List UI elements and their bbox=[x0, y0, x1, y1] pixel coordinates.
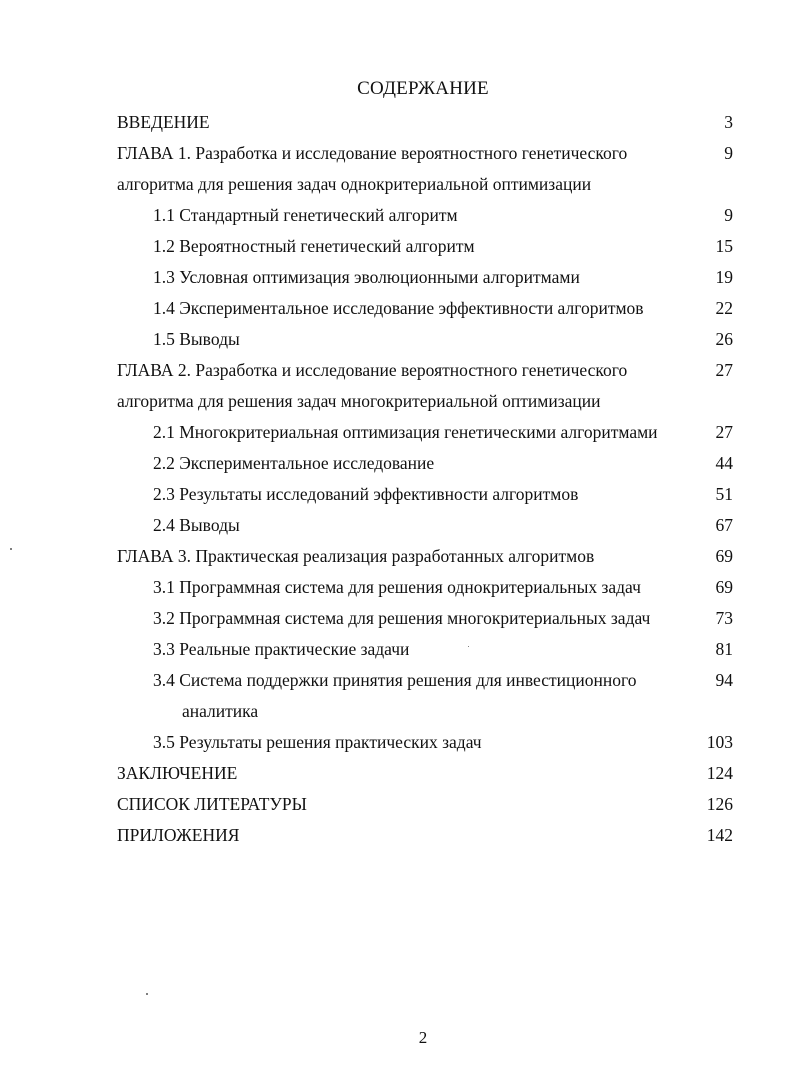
toc-entry-page: 94 bbox=[715, 670, 733, 690]
toc-entry-page: 3 bbox=[724, 112, 733, 132]
page-number: 2 bbox=[418, 1028, 428, 1047]
toc-entry-page: 22 bbox=[715, 298, 733, 318]
toc-entry-label: ГЛАВА 2. Разработка и исследование вероятностного генетического bbox=[117, 360, 628, 380]
toc-entry-label: алгоритма для решения задач однокритериальной оптимизации bbox=[117, 174, 592, 194]
toc-entry-page: 69 bbox=[715, 577, 733, 597]
toc-entry-label: ПРИЛОЖЕНИЯ bbox=[117, 825, 240, 845]
toc-entry-page: 15 bbox=[715, 236, 733, 256]
toc-entry bbox=[0, 417, 796, 448]
toc-entry bbox=[0, 603, 796, 634]
toc-entry-label: СПИСОК ЛИТЕРАТУРЫ bbox=[117, 794, 307, 814]
toc-entry bbox=[0, 355, 796, 386]
toc-entry-page: 142 bbox=[706, 825, 733, 845]
toc-entry-page: 124 bbox=[706, 763, 733, 783]
toc-entry bbox=[0, 386, 796, 417]
toc-entry-label: 2.3 Результаты исследований эффективности алгоритмов bbox=[153, 484, 579, 504]
toc-entry-label: 3.4 Система поддержки принятия решения для инвестиционного bbox=[153, 670, 637, 690]
toc-entry-page: 9 bbox=[724, 143, 733, 163]
toc-entry-label: алгоритма для решения задач многокритериальной оптимизации bbox=[117, 391, 601, 411]
scan-speck bbox=[146, 993, 148, 995]
toc-entry-page: 44 bbox=[715, 453, 733, 473]
toc-entry-label: ГЛАВА 1. Разработка и исследование вероятностного генетического bbox=[117, 143, 628, 163]
toc-entry bbox=[0, 572, 796, 603]
toc-entry bbox=[0, 758, 796, 789]
toc-entry bbox=[0, 727, 796, 758]
toc-entry bbox=[0, 820, 796, 851]
toc-entry-page: 9 bbox=[724, 205, 733, 225]
toc-entry-label: 3.1 Программная система для решения однокритериальных задач bbox=[153, 577, 641, 597]
toc-entry-label: 1.2 Вероятностный генетический алгоритм bbox=[153, 236, 475, 256]
toc-entry-label: 2.4 Выводы bbox=[153, 515, 240, 535]
toc-entry bbox=[0, 696, 796, 727]
toc-entry bbox=[0, 200, 796, 231]
toc-entry-page: 51 bbox=[715, 484, 733, 504]
toc-entry-page: 67 bbox=[715, 515, 733, 535]
toc-entry-page: 126 bbox=[706, 794, 733, 814]
toc-entry bbox=[0, 107, 796, 138]
toc-entry bbox=[0, 510, 796, 541]
toc-entry-label: 1.1 Стандартный генетический алгоритм bbox=[153, 205, 458, 225]
toc-entry-label: 3.2 Программная система для решения многокритериальных задач bbox=[153, 608, 651, 628]
table-of-contents bbox=[0, 107, 796, 851]
toc-entry bbox=[0, 262, 796, 293]
toc-entry-page: 73 bbox=[715, 608, 733, 628]
toc-entry-label: 3.5 Результаты решения практических задач bbox=[153, 732, 482, 752]
toc-entry-label: аналитика bbox=[182, 701, 259, 721]
scan-speck bbox=[10, 548, 12, 550]
toc-entry-label: 1.5 Выводы bbox=[153, 329, 240, 349]
toc-entry-label: 1.4 Экспериментальное исследование эффективности алгоритмов bbox=[153, 298, 644, 318]
toc-entry-label: ЗАКЛЮЧЕНИЕ bbox=[117, 763, 238, 783]
toc-entry-page: 103 bbox=[706, 732, 733, 752]
toc-entry bbox=[0, 479, 796, 510]
toc-entry-page: 27 bbox=[715, 422, 733, 442]
toc-entry-page: 81 bbox=[715, 639, 733, 659]
scan-speck bbox=[468, 646, 469, 647]
toc-entry-label: ВВЕДЕНИЕ bbox=[117, 112, 210, 132]
page-title: СОДЕРЖАНИЕ bbox=[357, 78, 489, 99]
toc-entry bbox=[0, 634, 796, 665]
toc-entry-page: 19 bbox=[715, 267, 733, 287]
toc-entry-label: ГЛАВА 3. Практическая реализация разработанных алгоритмов bbox=[117, 546, 595, 566]
toc-entry-label: 2.2 Экспериментальное исследование bbox=[153, 453, 435, 473]
toc-entry-page: 27 bbox=[715, 360, 733, 380]
toc-entry bbox=[0, 138, 796, 169]
toc-entry bbox=[0, 324, 796, 355]
toc-entry bbox=[0, 169, 796, 200]
toc-entry-label: 2.1 Многокритериальная оптимизация генетическими алгоритмами bbox=[153, 422, 658, 442]
toc-entry bbox=[0, 448, 796, 479]
toc-entry-label: 1.3 Условная оптимизация эволюционными алгоритмами bbox=[153, 267, 580, 287]
toc-entry bbox=[0, 541, 796, 572]
toc-entry bbox=[0, 293, 796, 324]
toc-entry-page: 26 bbox=[715, 329, 733, 349]
toc-entry bbox=[0, 231, 796, 262]
toc-entry bbox=[0, 665, 796, 696]
toc-entry-label: 3.3 Реальные практические задачи bbox=[153, 639, 410, 659]
toc-entry-page: 69 bbox=[715, 546, 733, 566]
toc-entry bbox=[0, 789, 796, 820]
